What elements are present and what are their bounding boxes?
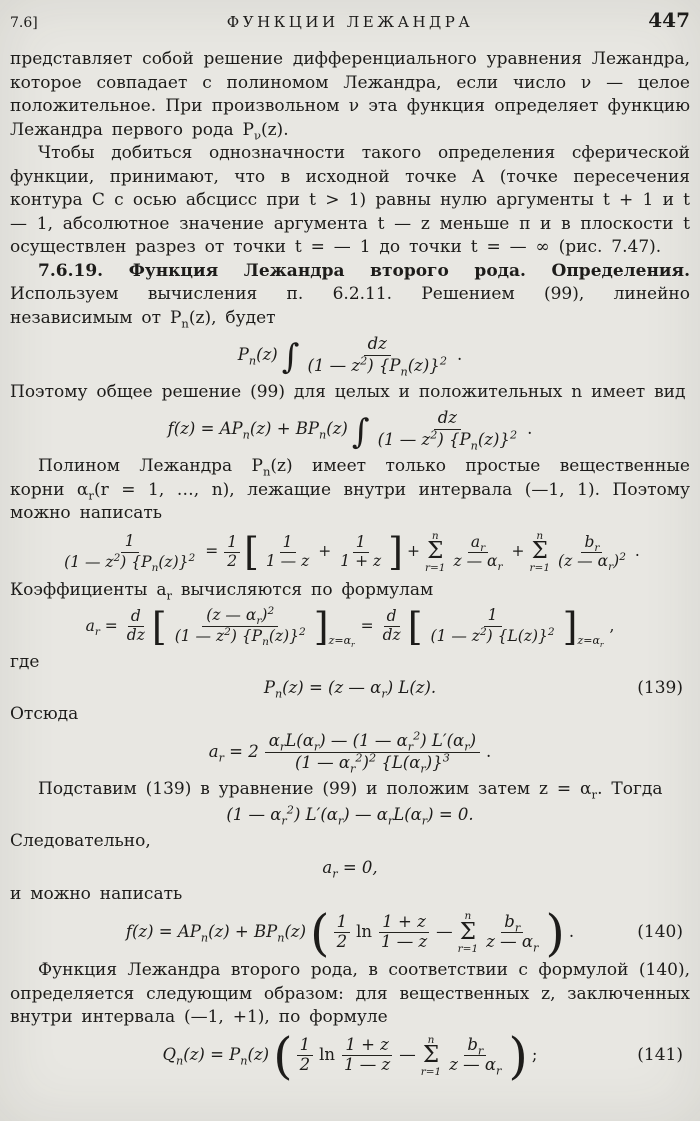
equation-number: (141) [637,1045,683,1066]
fraction: $\frac{dz}{(1 — z^2) \{P_n(z)\}^2}$ [377,408,518,453]
eq-tail: . [634,542,640,561]
eq-body: $P_n(z) = (z$ — $\alpha_r$) L(z). [263,678,437,701]
eq-tail: . [527,419,533,439]
summation: n Σ r=1 [424,529,446,575]
paragraph-where: где [10,651,40,672]
paragraph-uniqueness: Чтобы добиться однозначности такого определения сферической функции, принимают, что в исходной точке A (точке пересечения контура C с осью абсцисс при t > 1) равны нулю аргументы t + 1 и t — 1, абсолютное значение аргумента t — z меньше π и в плоскости t осуществлен разрез от точки t = — 1 до точки t = — ∞ (рис. 7.47). [10,143,690,257]
equation-pn-integral: $P_n(z)$ ∫ $\frac{dz}{(1 — z^2) \{P_n(z)\}^2}$ . [237,334,463,379]
fraction: $\frac{a_r}{z — \alpha_r}$ [453,532,503,573]
equals-sign: = [205,542,219,561]
fraction: $\frac{b_r}{(z — \alpha_r)^2}$ [558,532,626,573]
fraction-half: $\frac{1}{2}$ [297,1036,314,1075]
equation-number: (139) [637,678,683,699]
section-number: 7.6] [10,15,38,31]
equation-partial-fractions: $\frac{1}{(1 — z^2) \{P_n(z)\}^2}$ = $\frac{1}{2}$ [ $\frac{1}{1 — z}$ + $\frac{1}{1 + z}$ ] + n Σ r=1 $\frac{a_r}{z — \alpha_r}$ + n Σ r=1 $\frac{b_r}{(z — \alpha_r)^2}$ . [10,531,690,574]
eq-tail: , [609,616,615,635]
summation: n Σ r=1 [420,1033,442,1078]
fraction: $\frac{(z — \alpha_r)^2}{(1 — z^2) \{P_n(z)\}^2}$ [174,605,306,649]
equation-139 [10,678,690,701]
eq-body: (1 — $\alpha_r^2$) $L'(\alpha_r)$ — $\alpha_rL(\alpha_r) = 0$. [226,803,474,828]
evaluation-limit: $z=\alpha_r$ [577,634,604,650]
eq-lead: $a_r$ = [85,616,118,638]
paragraph-hence: Отсюда [10,704,79,725]
eq-lead: $f(z) = AP_n(z) + BP_n(z)$ [125,922,307,945]
sigma-glyph: Σ [459,918,477,945]
minus-sign: — [436,922,453,942]
paragraph-consequently: Следовательно, [10,831,151,852]
equals-sign: = [360,616,374,635]
section-heading: 7.6.19. Функция Лежандра второго рода. Определения. [38,260,690,281]
fraction: $\frac{1}{(1 — z^2) \{P_n(z)\}^2}$ [64,531,196,574]
equation-ar-zero [10,857,690,881]
fraction: $\frac{dz}{(1 — z^2) \{P_n(z)\}^2}$ [307,334,447,379]
eq-body: $a_r = 0$, [322,857,378,881]
paragraph-polynomial-roots: Полином Лежандра $P_n(z)$ имеет только простые вещественные корни $\alpha_r(r = 1$, …, n), лежащие внутри интервала (—1, 1). Поэтому можно написать [10,456,690,524]
minus-sign: — [399,1045,416,1065]
equation-ar-value [10,729,690,776]
paragraph-substitute: Подставим (139) в уравнение (99) и положим затем $z = \alpha_r$. Тогда [38,778,663,802]
fraction-half: $\frac{1}{2}$ [334,913,351,952]
fraction: $\frac{b_r}{z — \alpha_r}$ [486,912,539,955]
evaluation-limit: $z=\alpha_r$ [328,634,355,650]
running-header [10,8,690,32]
eq-tail: . [568,922,575,942]
fraction-half: $\frac{1}{2}$ [224,534,240,571]
summation: n Σ r=1 [529,529,551,575]
fraction-ddz: $\frac{d}{dz}$ [126,607,145,645]
plus-sign: + [318,542,332,561]
fraction: $\frac{1}{(1 — z^2) \{L(z)\}^2}$ [430,606,555,646]
sigma-glyph: Σ [531,538,548,565]
eq-tail: . [456,344,463,364]
plus-sign: + [406,542,420,561]
eq-lead: $P_n(z)$ [237,344,278,368]
fraction-log: $\frac{1 + z}{1 — z}$ [344,1035,391,1075]
plus-sign: + [511,542,525,561]
eq-lead: $f(z) = AP_n(z) + BP_n(z)$ [167,419,348,442]
ln-operator: ln [319,1045,336,1065]
fraction: $\frac{\alpha_rL(\alpha_r) — (1 — \alpha_r^2) L'(\alpha_r)}{(1 — \alpha_r^2)^2 \{L(\alpha_r)\}^3}$ [265,732,480,773]
fraction-ddz: $\frac{d}{dz}$ [382,607,401,645]
paragraph-can-write: и можно написать [10,883,183,904]
sigma-glyph: Σ [427,538,444,565]
paragraph-coefficients: Коэффициенты $a_r$ вычисляются по формулам [10,579,434,603]
sigma-glyph: Σ [422,1042,440,1069]
equation-substitution-result [10,803,690,828]
paragraph-legendre-intro: представляет собой решение дифференциального уравнения Лежандра, которое совпадает с полиномом Лежандра, если число ν — целое положительное. При произвольном ν эта функция определяет функцию Лежандра первого рода $P_\nu(z)$. [10,49,690,142]
equation-general-solution: $f(z) = AP_n(z) + BP_n(z)$ ∫ $\frac{dz}{(1 — z^2) \{P_n(z)\}^2}$ . [167,408,533,453]
section-heading-rest: Используем вычисления п. 6.2.11. Решением (99), линейно независимым от $P_n(z)$, будет [10,284,690,330]
paragraph-section-7-6-19 [10,260,690,331]
fraction: $\frac{1}{1 + z}$ [340,532,382,570]
running-title: ФУНКЦИИ ЛЕЖАНДРА [226,13,474,31]
eq-tail: . [486,741,492,761]
fraction: $\frac{1}{1 — z}$ [265,532,310,570]
eq-lead: $Q_n(z) = P_n(z)$ [162,1045,270,1068]
page-number: 447 [648,8,690,32]
paragraph-general-solution: Поэтому общее решение (99) для целых и положительных n имеет вид [10,381,686,402]
summation: n Σ r=1 [457,910,479,955]
ln-operator: ln [356,922,372,942]
eq-lead: $a_r = 2$ [208,741,259,765]
fraction: $\frac{b_r}{z — \alpha_r}$ [449,1035,502,1078]
fraction-log: $\frac{1 + z}{1 — z}$ [380,912,428,952]
equation-ar-derivative: $a_r$ = $\frac{d}{dz}$ [ $\frac{(z — \alpha_r)^2}{(1 — z^2) \{P_n(z)\}^2}$ ] $z=\alpha_r$ = $\frac{d}{dz}$ [ $\frac{1}{(1 — z^2) \{L(z)\}^2}$ ] $z=\alpha_r$ , [85,604,615,650]
equation-141: $Q_n(z) = P_n(z)$ ( $\frac{1}{2}$ ln $\frac{1 + z}{1 — z}$ — n Σ r=1 $\frac{b_r}{z — \alpha_r}$ ) ; (141) [162,1026,683,1085]
equation-140: $f(z) = AP_n(z) + BP_n(z)$ ( $\frac{1}{2}$ ln $\frac{1 + z}{1 — z}$ — n Σ r=1 $\frac{b_r}{z — \alpha_r}$ ) . (140) [125,903,683,962]
eq-tail: ; [531,1045,538,1065]
equation-number: (140) [637,921,683,942]
paragraph-second-kind-definition: Функция Лежандра второго рода, в соответствии с формулой (140), определяется следующим образом: для вещественных z, заключенных внутри интервала (—1, +1), по формуле [10,960,690,1028]
